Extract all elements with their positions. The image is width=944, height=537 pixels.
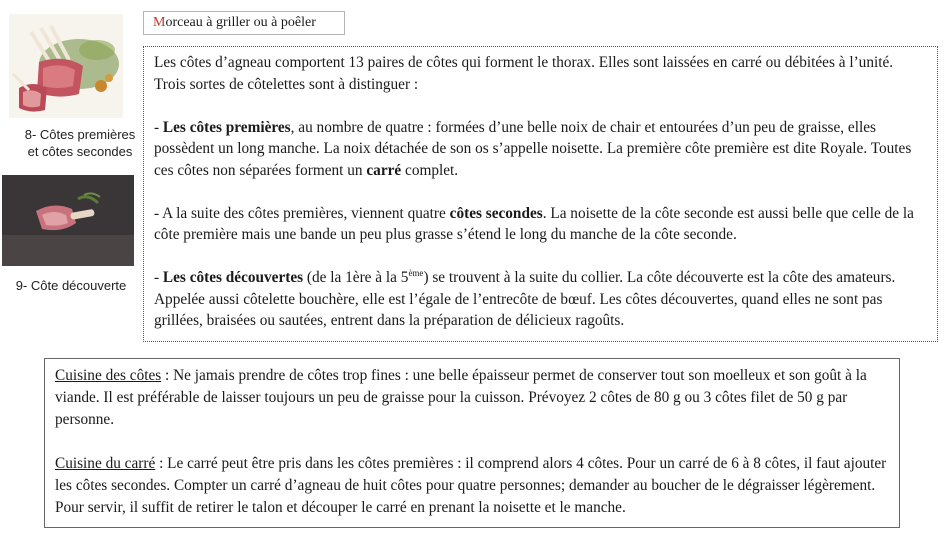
cutlet-photo (2, 175, 134, 266)
decouvertes-superscript: ème (408, 267, 424, 278)
decouvertes-term: Les côtes découvertes (162, 269, 304, 286)
cuisine-carre-text: : Le carré peut être pris dans les côtes premières : il comprend alors 4 côtes. Pour un carré de 6 à 8 côtes, il faut ajouter les côtes secondes. Compter un carré d’agneau de huit côtes pour quatre personnes; demander au boucher de le dégraisser légèrement. Pour servir, il suffit de retirer le talon et découper le carré en prenant la noisette et le manche. (55, 455, 887, 516)
intro-paragraph: Les côtes d’agneau comportent 13 paires de côtes qui forment le thorax. Elles sont laissées en carré ou débitées à l’unité. Trois sortes de côtelettes sont à distinguer : (154, 54, 894, 93)
cuisine-cotes-text: : Ne jamais prendre de côtes trop fines : une belle épaisseur permet de conserver tout son moelleux et son goût à la viande. Il est préférable de laisser toujours un peu de graisse pour la cuisson. Prévoyez 2 côtes de 80 g ou 3 côtes filet de 50 g par personne. (55, 367, 867, 428)
title-initial: M (153, 15, 166, 30)
cuisine-carre-paragraph (55, 453, 889, 519)
premieres-text-a: , au nombre de quatre : formées d’une belle noix de chair et entourées d’un peu de graisse, elles possèdent un long manche. La noix détachée de son os s’appelle noisette. La première côte première est dite Royale. Toutes ces côtes non séparées forment un (154, 118, 912, 179)
cuisine-carre-heading: Cuisine du carré (55, 455, 156, 472)
premieres-text-b: complet. (401, 161, 459, 179)
premieres-term: Les côtes premières (162, 118, 291, 136)
photo1-caption-line2: et côtes secondes (27, 144, 133, 159)
decouvertes-paragraph (154, 267, 927, 332)
cuts-description-box (143, 46, 938, 342)
title-text: orceau à griller ou à poêler (165, 15, 316, 30)
cutlet-illustration (2, 175, 134, 266)
secondes-paragraph (154, 203, 927, 246)
secondes-text-a: - A la suite des côtes premières, viennent quatre (154, 204, 450, 222)
rack-of-lamb-illustration (9, 14, 123, 118)
secondes-term: côtes secondes (449, 204, 543, 222)
premieres-paragraph (154, 117, 927, 182)
premieres-dash: - (154, 118, 163, 136)
rack-of-lamb-photo (9, 14, 123, 118)
decouvertes-dash: - (154, 269, 163, 286)
secondes-text-b: . La noisette de la côte seconde est aussi belle que celle de la côte première mais une bande un peu plus grasse s’étend le long du manche de la côte seconde. (154, 204, 914, 243)
decouvertes-text-a: (de la 1ère à la 5 (303, 269, 409, 286)
cuisine-cotes-heading: Cuisine des côtes (55, 367, 162, 384)
photo1-caption (13, 126, 147, 160)
cooking-tips-box (44, 358, 900, 528)
decouvertes-text-b: ) se trouvent à la suite du collier. La côte découverte est la côte des amateurs. Appelée aussi côtelette bouchère, elle est l’égale de l’entrecôte de bœuf. Les côtes découvertes, quand elles ne sont pas grillées, braisées ou sautées, entrent dans la préparation de délicieux ragoûts. (154, 269, 896, 329)
section-title (143, 11, 345, 35)
carre-term: carré (366, 161, 402, 179)
photo2-caption: 9- Côte découverte (15, 278, 127, 293)
cuisine-cotes-paragraph (55, 365, 889, 431)
photo1-caption-line1: 8- Côtes premières (24, 127, 136, 142)
